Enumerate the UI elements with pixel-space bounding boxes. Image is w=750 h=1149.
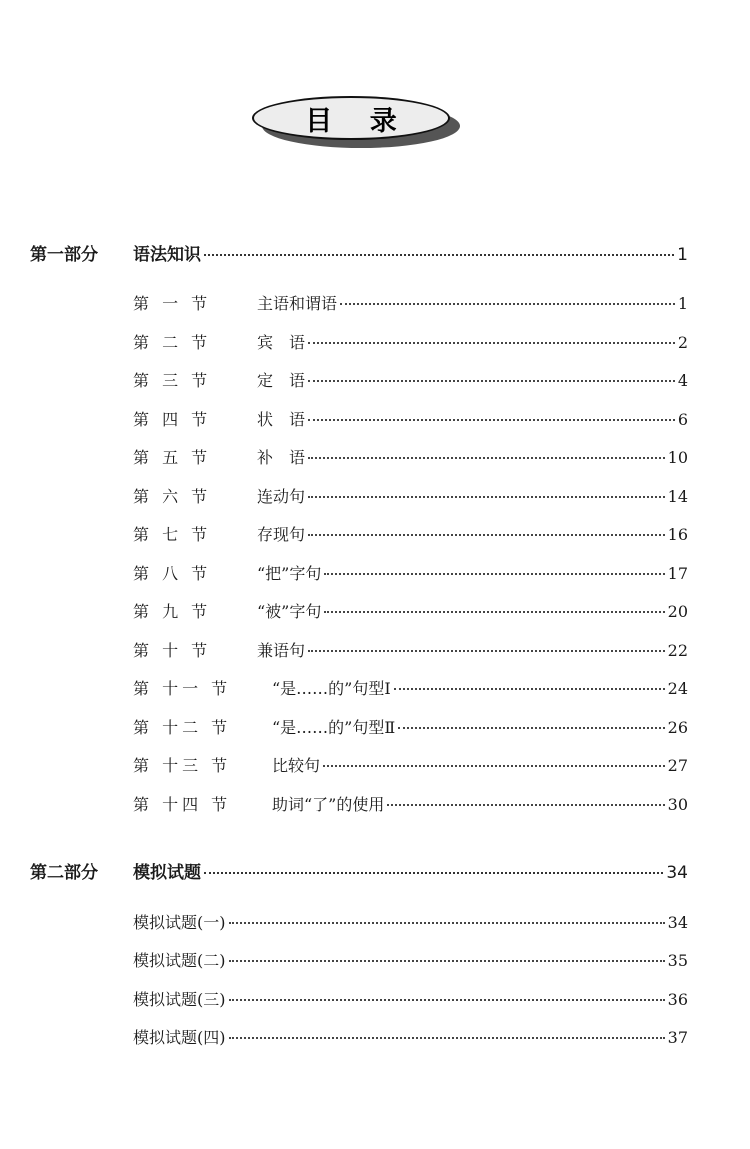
dot-leader: [324, 611, 664, 613]
title-oval: [252, 96, 450, 140]
section-number: 第 四 节: [133, 410, 212, 429]
dot-leader: [204, 872, 663, 874]
dot-leader: [387, 804, 664, 806]
toc-entry[interactable]: [133, 948, 688, 974]
dot-leader: [308, 380, 675, 382]
toc-entry[interactable]: [133, 987, 688, 1013]
section-label: 助词“了”的使用: [272, 795, 385, 814]
section-number: 第 六 节: [133, 487, 212, 506]
page-number: 1: [677, 245, 688, 265]
part-number: 第一部分: [30, 245, 98, 265]
toc-entry[interactable]: [133, 445, 688, 471]
section-label: 主语和谓语: [257, 294, 338, 313]
section-label: 模拟试题(三): [133, 990, 226, 1009]
dot-leader: [340, 303, 675, 305]
section-label: “把”字句: [257, 564, 322, 583]
toc-entry[interactable]: [133, 291, 688, 317]
section-label: 兼语句: [257, 641, 306, 660]
page-number: 35: [667, 951, 688, 970]
page-number: 10: [667, 448, 688, 467]
toc-entry[interactable]: [133, 753, 688, 779]
section-number: 第 九 节: [133, 602, 212, 621]
page-number: 37: [667, 1028, 688, 1047]
part-label: 语法知识: [133, 245, 201, 265]
toc-part-1[interactable]: [30, 240, 688, 266]
dot-leader: [229, 1037, 665, 1039]
dot-leader: [308, 419, 675, 421]
toc-entry[interactable]: [133, 522, 688, 548]
dot-leader: [323, 765, 665, 767]
toc-entry[interactable]: [133, 368, 688, 394]
section-number: 第 三 节: [133, 371, 212, 390]
toc-entry[interactable]: [133, 330, 688, 356]
section-number: 第 十四 节: [133, 795, 232, 814]
page-number: 24: [667, 679, 688, 698]
toc-title-badge: [252, 96, 462, 150]
page-number: 26: [667, 718, 688, 737]
section-label: 模拟试题(四): [133, 1028, 226, 1047]
dot-leader: [308, 534, 665, 536]
toc-entry[interactable]: [133, 715, 688, 741]
toc-entry[interactable]: [133, 561, 688, 587]
section-label: 定 语: [257, 371, 306, 390]
page-number: 20: [667, 602, 688, 621]
section-number: 第 五 节: [133, 448, 212, 467]
section-number: 第 十三 节: [133, 756, 232, 775]
page-number: 4: [677, 371, 688, 390]
dot-leader: [204, 254, 674, 256]
section-number: 第 十二 节: [133, 718, 232, 737]
dot-leader: [229, 999, 665, 1001]
toc-entry[interactable]: [133, 407, 688, 433]
page-number: 6: [677, 410, 688, 429]
dot-leader: [394, 688, 665, 690]
toc-entry[interactable]: [133, 792, 688, 818]
dot-leader: [398, 727, 664, 729]
section-label: 比较句: [272, 756, 321, 775]
dot-leader: [324, 573, 664, 575]
toc-entry[interactable]: [133, 1025, 688, 1051]
section-label: “是……的”句型Ⅰ: [272, 679, 391, 698]
section-number: 第 十一 节: [133, 679, 232, 698]
section-label: 存现句: [257, 525, 306, 544]
toc-part-2[interactable]: [30, 858, 688, 884]
section-number: 第 一 节: [133, 294, 212, 313]
page-number: 30: [667, 795, 688, 814]
dot-leader: [308, 457, 665, 459]
page-number: 16: [667, 525, 688, 544]
section-label: “是……的”句型Ⅱ: [272, 718, 396, 737]
section-label: 连动句: [257, 487, 306, 506]
part-label: 模拟试题: [133, 863, 201, 883]
part-number: 第二部分: [30, 863, 98, 883]
page-number: 34: [667, 913, 688, 932]
dot-leader: [308, 342, 675, 344]
page-number: 14: [667, 487, 688, 506]
page-number: 22: [667, 641, 688, 660]
toc-entry[interactable]: [133, 676, 688, 702]
page-number: 36: [667, 990, 688, 1009]
toc-entry[interactable]: [133, 599, 688, 625]
toc-entry[interactable]: [133, 638, 688, 664]
dot-leader: [229, 922, 665, 924]
section-label: 状 语: [257, 410, 306, 429]
section-label: 模拟试题(二): [133, 951, 226, 970]
page-number: 34: [666, 863, 688, 883]
section-label: 补 语: [257, 448, 306, 467]
section-number: 第 十 节: [133, 641, 212, 660]
dot-leader: [229, 960, 665, 962]
section-number: 第 二 节: [133, 333, 212, 352]
dot-leader: [308, 496, 665, 498]
section-label: “被”字句: [257, 602, 322, 621]
section-label: 模拟试题(一): [133, 913, 226, 932]
section-number: 第 八 节: [133, 564, 212, 583]
section-number: 第 七 节: [133, 525, 212, 544]
toc-entry[interactable]: [133, 910, 688, 936]
page-number: 2: [677, 333, 688, 352]
section-label: 宾 语: [257, 333, 306, 352]
page-number: 17: [667, 564, 688, 583]
page-number: 27: [667, 756, 688, 775]
dot-leader: [308, 650, 665, 652]
page-title: 目 录: [305, 105, 411, 137]
toc-entry[interactable]: [133, 484, 688, 510]
page-number: 1: [677, 294, 688, 313]
